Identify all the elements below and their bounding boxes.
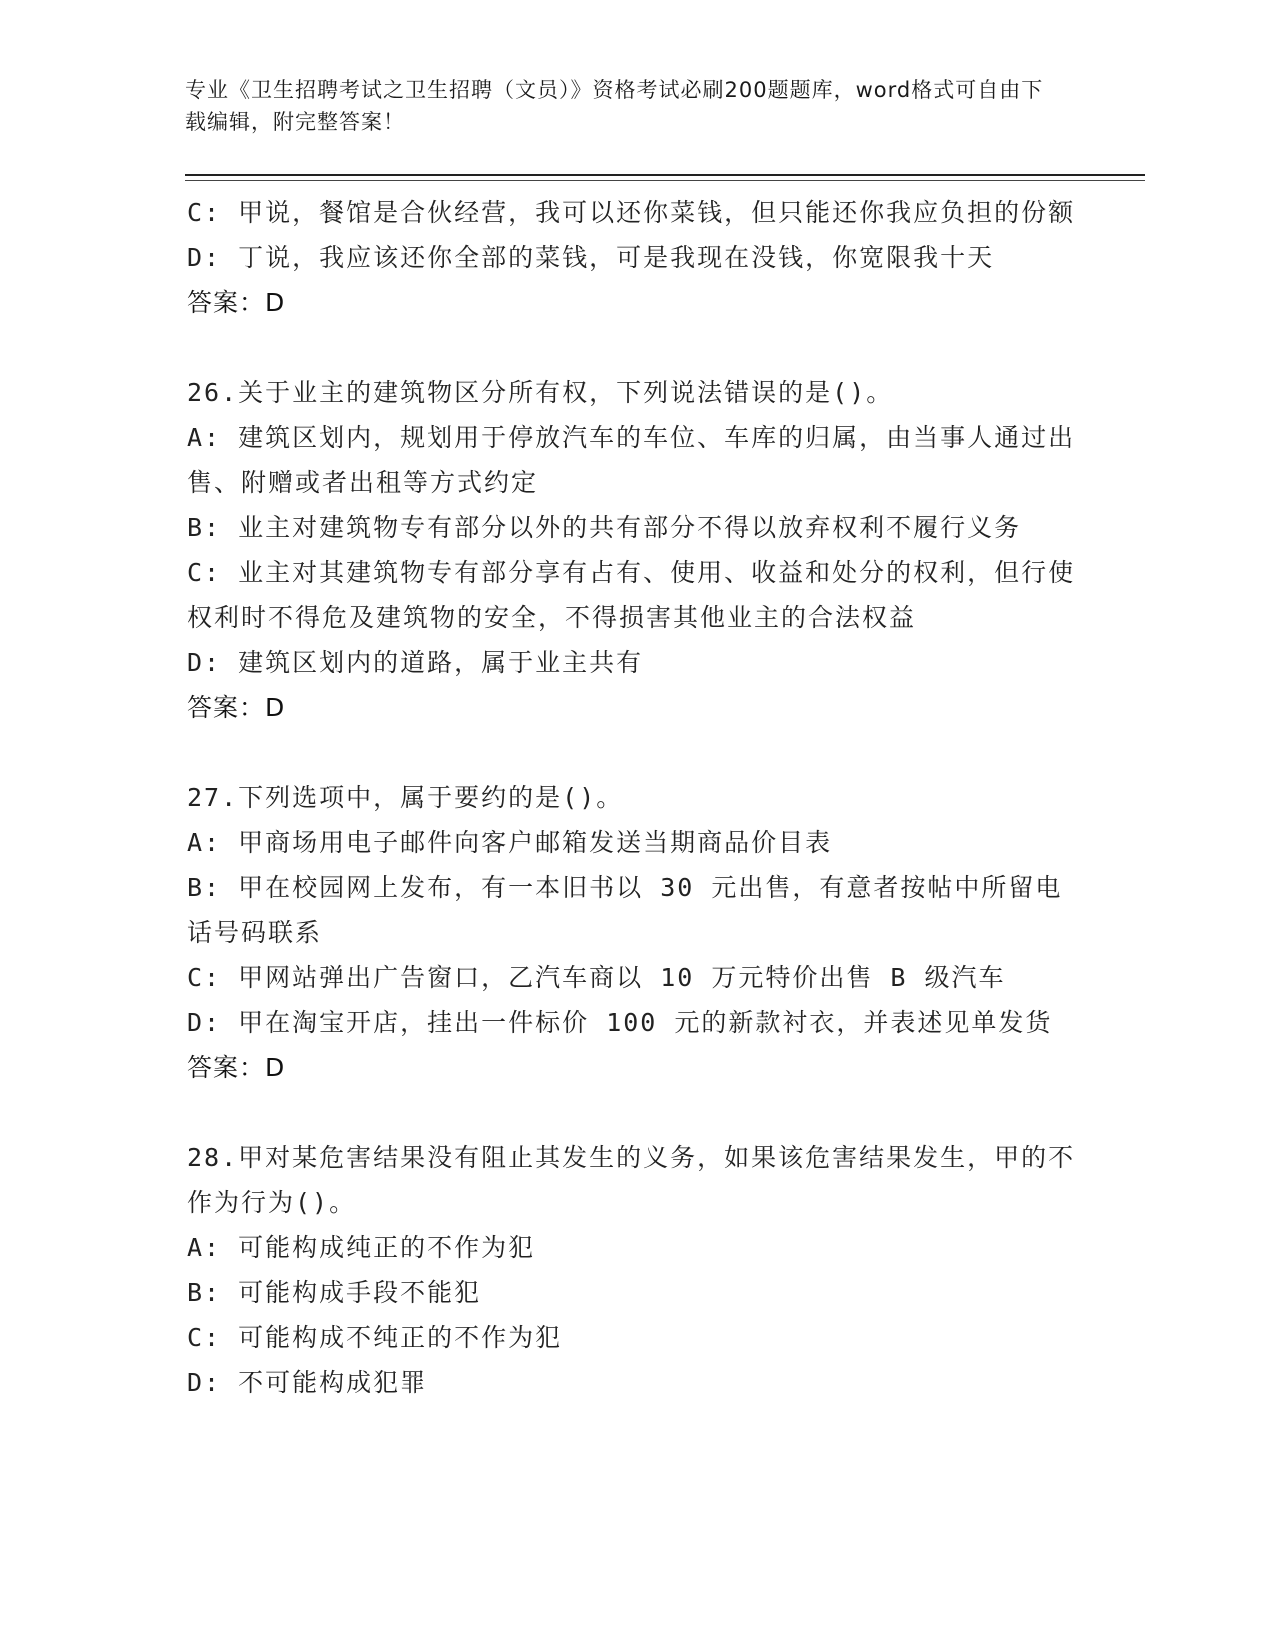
answer: 答案：D bbox=[187, 288, 286, 317]
answer: 答案：D bbox=[187, 1053, 286, 1082]
spacer bbox=[187, 1090, 1077, 1135]
option-b: B: 可能构成手段不能犯 bbox=[187, 1278, 482, 1307]
option-b: B: 业主对建筑物专有部分以外的共有部分不得以放弃权利不履行义务 bbox=[187, 513, 1022, 542]
question-28 bbox=[187, 1135, 1077, 1405]
header-divider-thick bbox=[185, 174, 1145, 176]
spacer bbox=[187, 325, 1077, 370]
option-a: A: 可能构成纯正的不作为犯 bbox=[187, 1233, 536, 1262]
document-header: 专业《卫生招聘考试之卫生招聘（文员）》资格考试必刷200题题库，word格式可自由下载编辑，附完整答案！ bbox=[185, 78, 1044, 134]
option-c: C: 甲说，餐馆是合伙经营，我可以还你菜钱，但只能还你我应负担的份额 bbox=[187, 198, 1076, 227]
question-25-continued bbox=[187, 190, 1077, 325]
option-d: D: 丁说，我应该还你全部的菜钱，可是我现在没钱，你宽限我十天 bbox=[187, 243, 995, 272]
option-a: A: 建筑区划内，规划用于停放汽车的车位、车库的归属，由当事人通过出售、附赠或者出租等方式约定 bbox=[187, 423, 1076, 497]
question-27 bbox=[187, 775, 1077, 1090]
header-divider-thin bbox=[185, 180, 1145, 181]
option-a: A: 甲商场用电子邮件向客户邮箱发送当期商品价目表 bbox=[187, 828, 833, 857]
option-c: C: 业主对其建筑物专有部分享有占有、使用、收益和处分的权利，但行使权利时不得危及建筑物的安全，不得损害其他业主的合法权益 bbox=[187, 558, 1076, 632]
option-d: D: 建筑区划内的道路，属于业主共有 bbox=[187, 648, 644, 677]
question-stem: 28.甲对某危害结果没有阻止其发生的义务，如果该危害结果发生，甲的不作为行为()。 bbox=[187, 1143, 1076, 1217]
option-b: B: 甲在校园网上发布，有一本旧书以 30 元出售，有意者按帖中所留电话号码联系 bbox=[187, 873, 1063, 947]
question-content bbox=[187, 190, 1077, 1405]
question-stem: 27.下列选项中，属于要约的是()。 bbox=[187, 783, 624, 812]
option-c: C: 甲网站弹出广告窗口，乙汽车商以 10 万元特价出售 B 级汽车 bbox=[187, 963, 1006, 992]
question-26 bbox=[187, 370, 1077, 730]
option-d: D: 甲在淘宝开店，挂出一件标价 100 元的新款衬衣，并表述见单发货 bbox=[187, 1008, 1053, 1037]
option-d: D: 不可能构成犯罪 bbox=[187, 1368, 428, 1397]
question-stem: 26.关于业主的建筑物区分所有权，下列说法错误的是()。 bbox=[187, 378, 894, 407]
spacer bbox=[187, 730, 1077, 775]
option-c: C: 可能构成不纯正的不作为犯 bbox=[187, 1323, 563, 1352]
answer: 答案：D bbox=[187, 693, 286, 722]
